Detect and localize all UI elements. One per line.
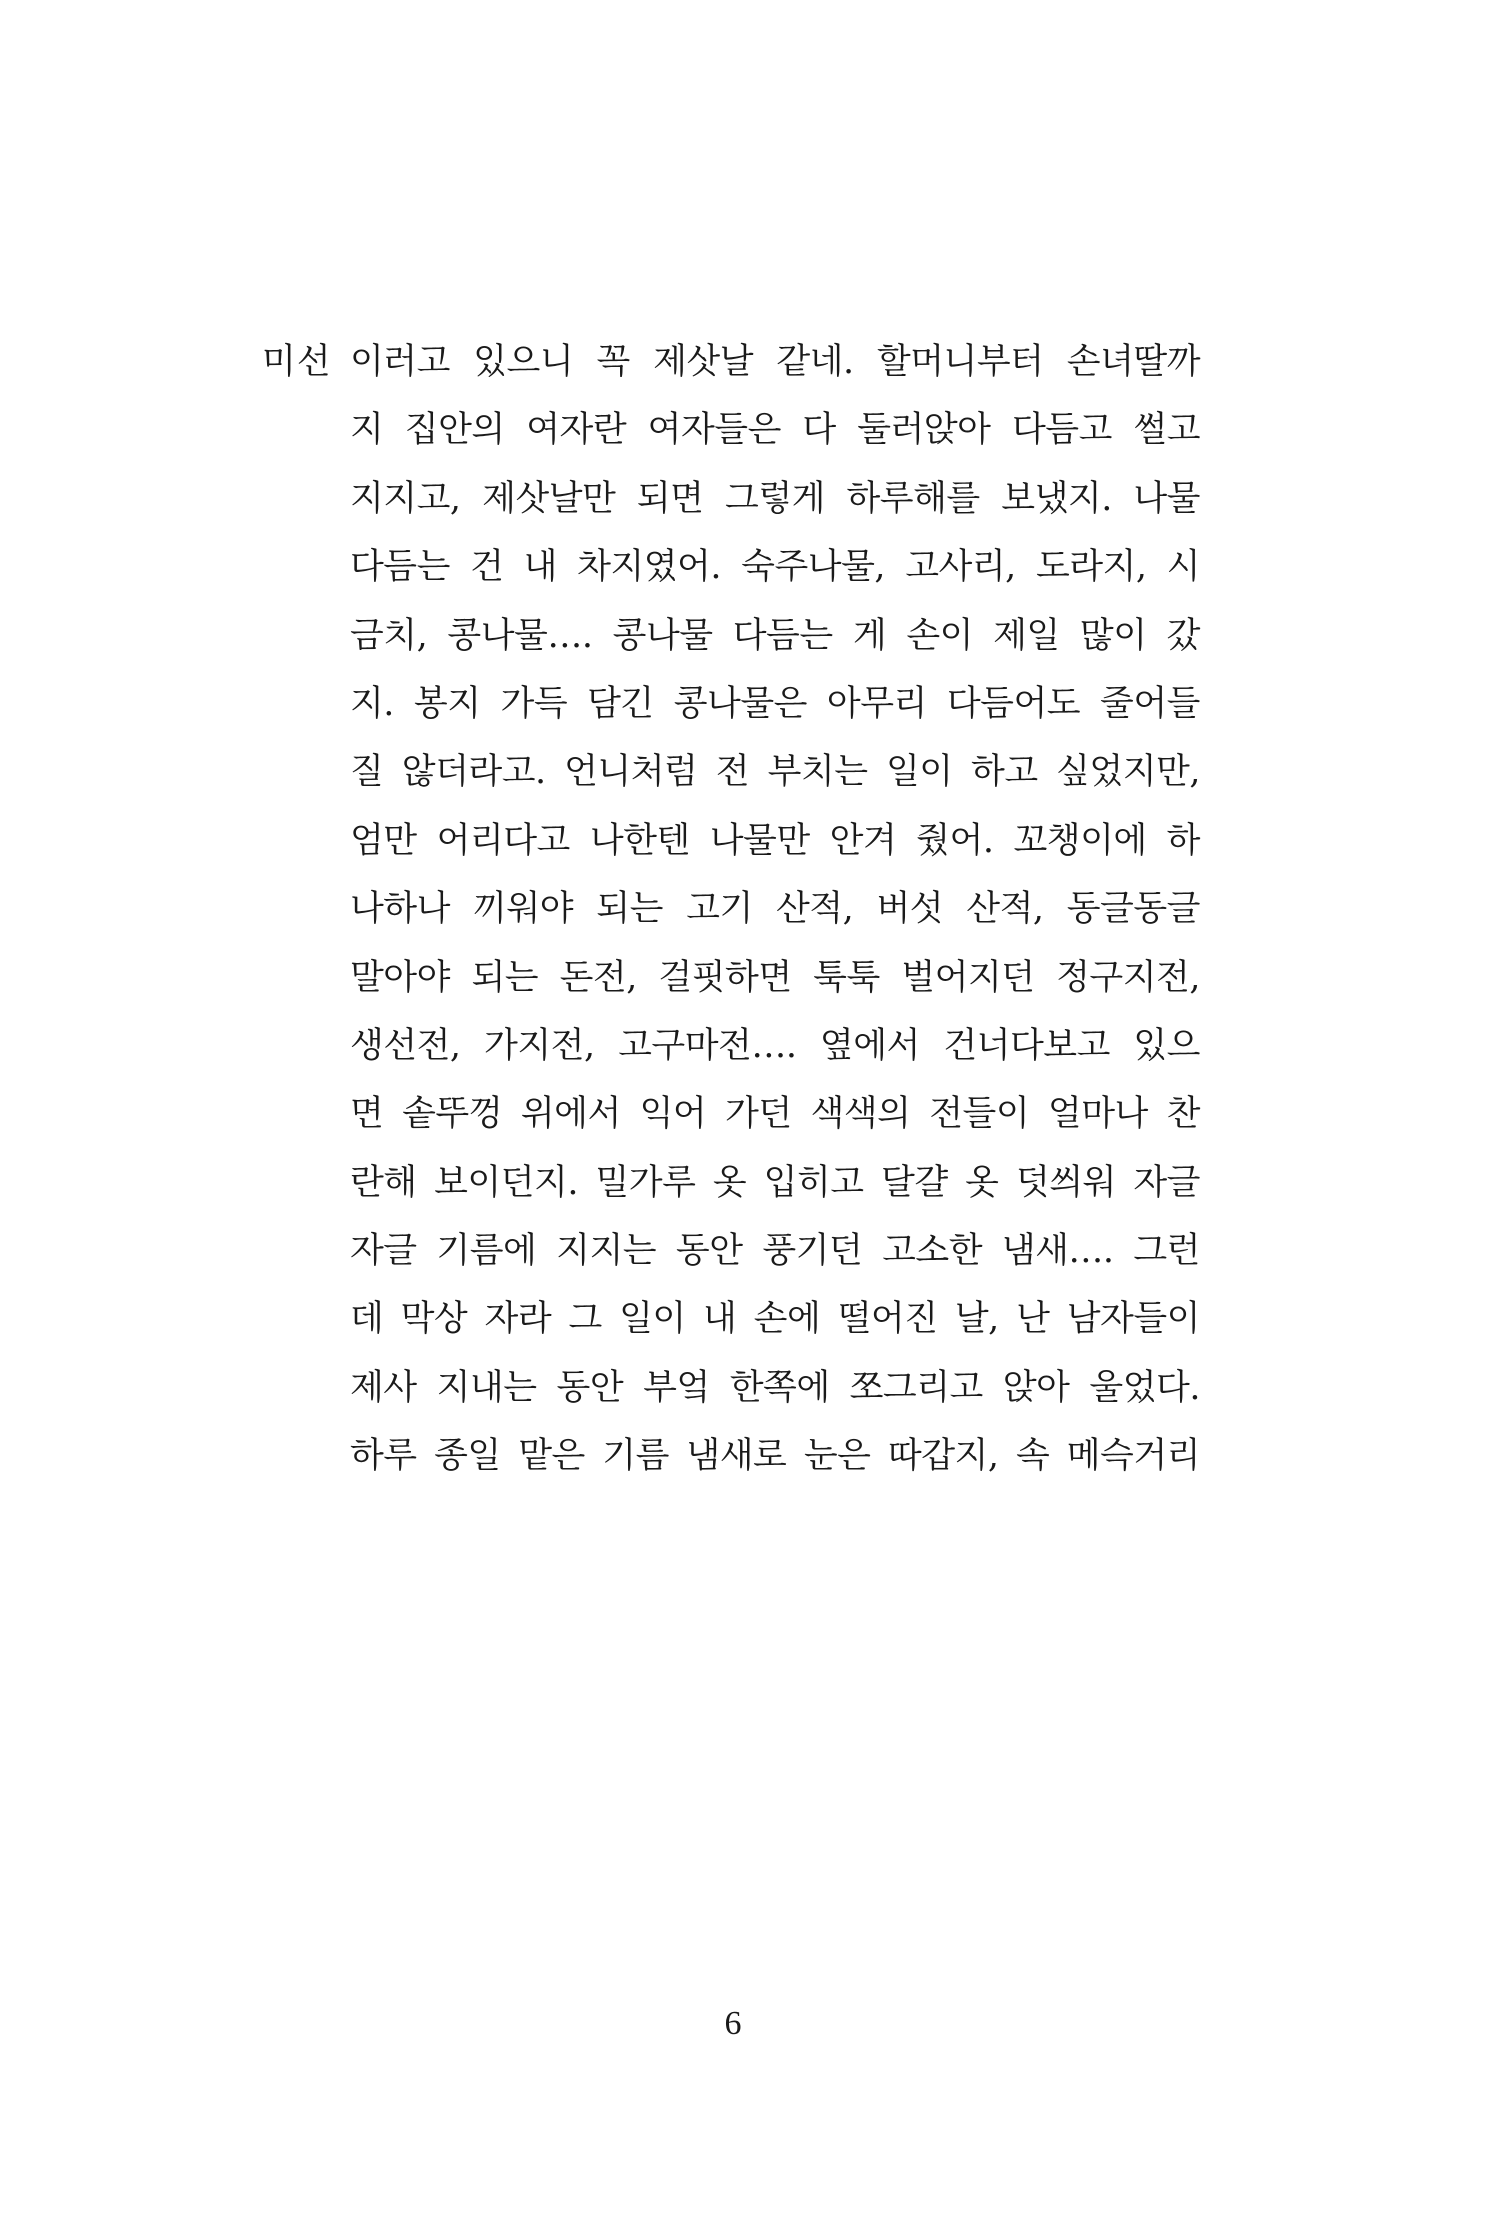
text-line: 지. 봉지 가득 담긴 콩나물은 아무리 다듬어도 줄어들 (350, 683, 1200, 724)
text-line: 말아야 되는 돈전, 걸핏하면 툭툭 벌어지던 정구지전, (350, 957, 1200, 998)
text-line: 면 솥뚜껑 위에서 익어 가던 색색의 전들이 얼마나 찬 (350, 1094, 1200, 1135)
text-line: 이러고 있으니 꼭 제삿날 같네. 할머니부터 손녀딸까 (350, 342, 1200, 382)
text-line: 자글 기름에 지지는 동안 풍기던 고소한 냄새…. 그런 (350, 1231, 1200, 1272)
text-line: 지지고, 제삿날만 되면 그렇게 하루해를 보냈지. 나물 (350, 478, 1200, 519)
text-line: 금치, 콩나물…. 콩나물 다듬는 게 손이 제일 많이 갔 (350, 615, 1200, 656)
text-line: 엄만 어리다고 나한텐 나물만 안겨 줬어. 꼬챙이에 하 (350, 820, 1200, 861)
text-line: 하루 종일 맡은 기름 냄새로 눈은 따갑지, 속 메슥거리 (350, 1436, 1200, 1477)
text-line: 생선전, 가지전, 고구마전…. 옆에서 건너다보고 있으 (350, 1025, 1200, 1066)
text-line: 데 막상 자라 그 일이 내 손에 떨어진 날, 난 남자들이 (350, 1299, 1200, 1340)
page-number: 6 (724, 2005, 742, 2042)
text-line: 질 않더라고. 언니처럼 전 부치는 일이 하고 싶었지만, (350, 752, 1200, 793)
speaker-name: 미선 (262, 342, 332, 382)
dialogue-text (350, 328, 1200, 1491)
text-line: 지 집안의 여자란 여자들은 다 둘러앉아 다듬고 썰고 (350, 410, 1200, 451)
text-line: 다듬는 건 내 차지였어. 숙주나물, 고사리, 도라지, 시 (350, 547, 1200, 588)
text-line: 나하나 끼워야 되는 고기 산적, 버섯 산적, 동글동글 (350, 889, 1200, 930)
text-line: 란해 보이던지. 밀가루 옷 입히고 달걀 옷 덧씌워 자글 (350, 1162, 1200, 1203)
text-line: 제사 지내는 동안 부엌 한쪽에 쪼그리고 앉아 울었다. (350, 1367, 1200, 1408)
